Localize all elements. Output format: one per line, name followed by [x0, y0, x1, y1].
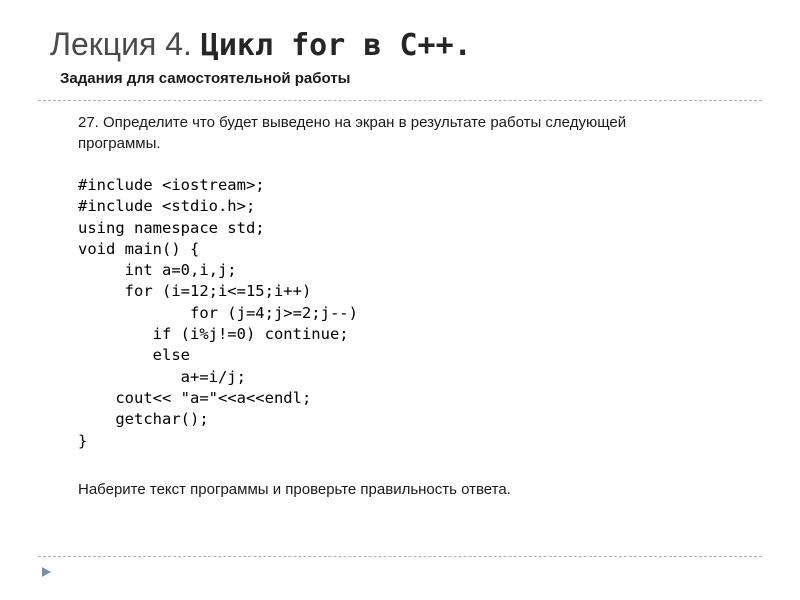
code-line: for (i=12;i<=15;i++) [78, 282, 312, 301]
top-divider [38, 100, 762, 101]
slide-subtitle: Задания для самостоятельной работы [60, 70, 351, 87]
bottom-divider [38, 556, 762, 557]
code-line: cout<< "a="<<a<<endl; [78, 388, 312, 407]
code-line: int a=0,i,j; [78, 261, 237, 280]
instruction-note: Наберите текст программы и проверьте правильность ответа. [78, 480, 511, 498]
code-line: } [78, 431, 88, 450]
code-line: #include <stdio.h>; [78, 197, 256, 216]
code-line: #include <iostream>; [78, 176, 265, 194]
slide-content [78, 112, 738, 500]
code-block [78, 175, 738, 452]
code-line: void main() { [78, 239, 200, 258]
code-line: a+=i/j; [78, 367, 246, 386]
slide-title [50, 22, 472, 68]
code-line: using namespace std; [78, 218, 265, 237]
title-topic: Цикл for в С++. [200, 28, 472, 63]
code-line: for (j=4;j>=2;j--) [78, 303, 358, 322]
triangle-right-icon[interactable] [40, 566, 52, 578]
task-text: 27. Определите что будет выведено на экран в результате работы следующей программы. [78, 114, 627, 152]
code-line: if (i%j!=0) continue; [78, 325, 349, 344]
code-line: else [78, 346, 190, 365]
code-line: getchar(); [78, 410, 209, 429]
title-lecture-number: Лекция 4. [50, 26, 201, 62]
